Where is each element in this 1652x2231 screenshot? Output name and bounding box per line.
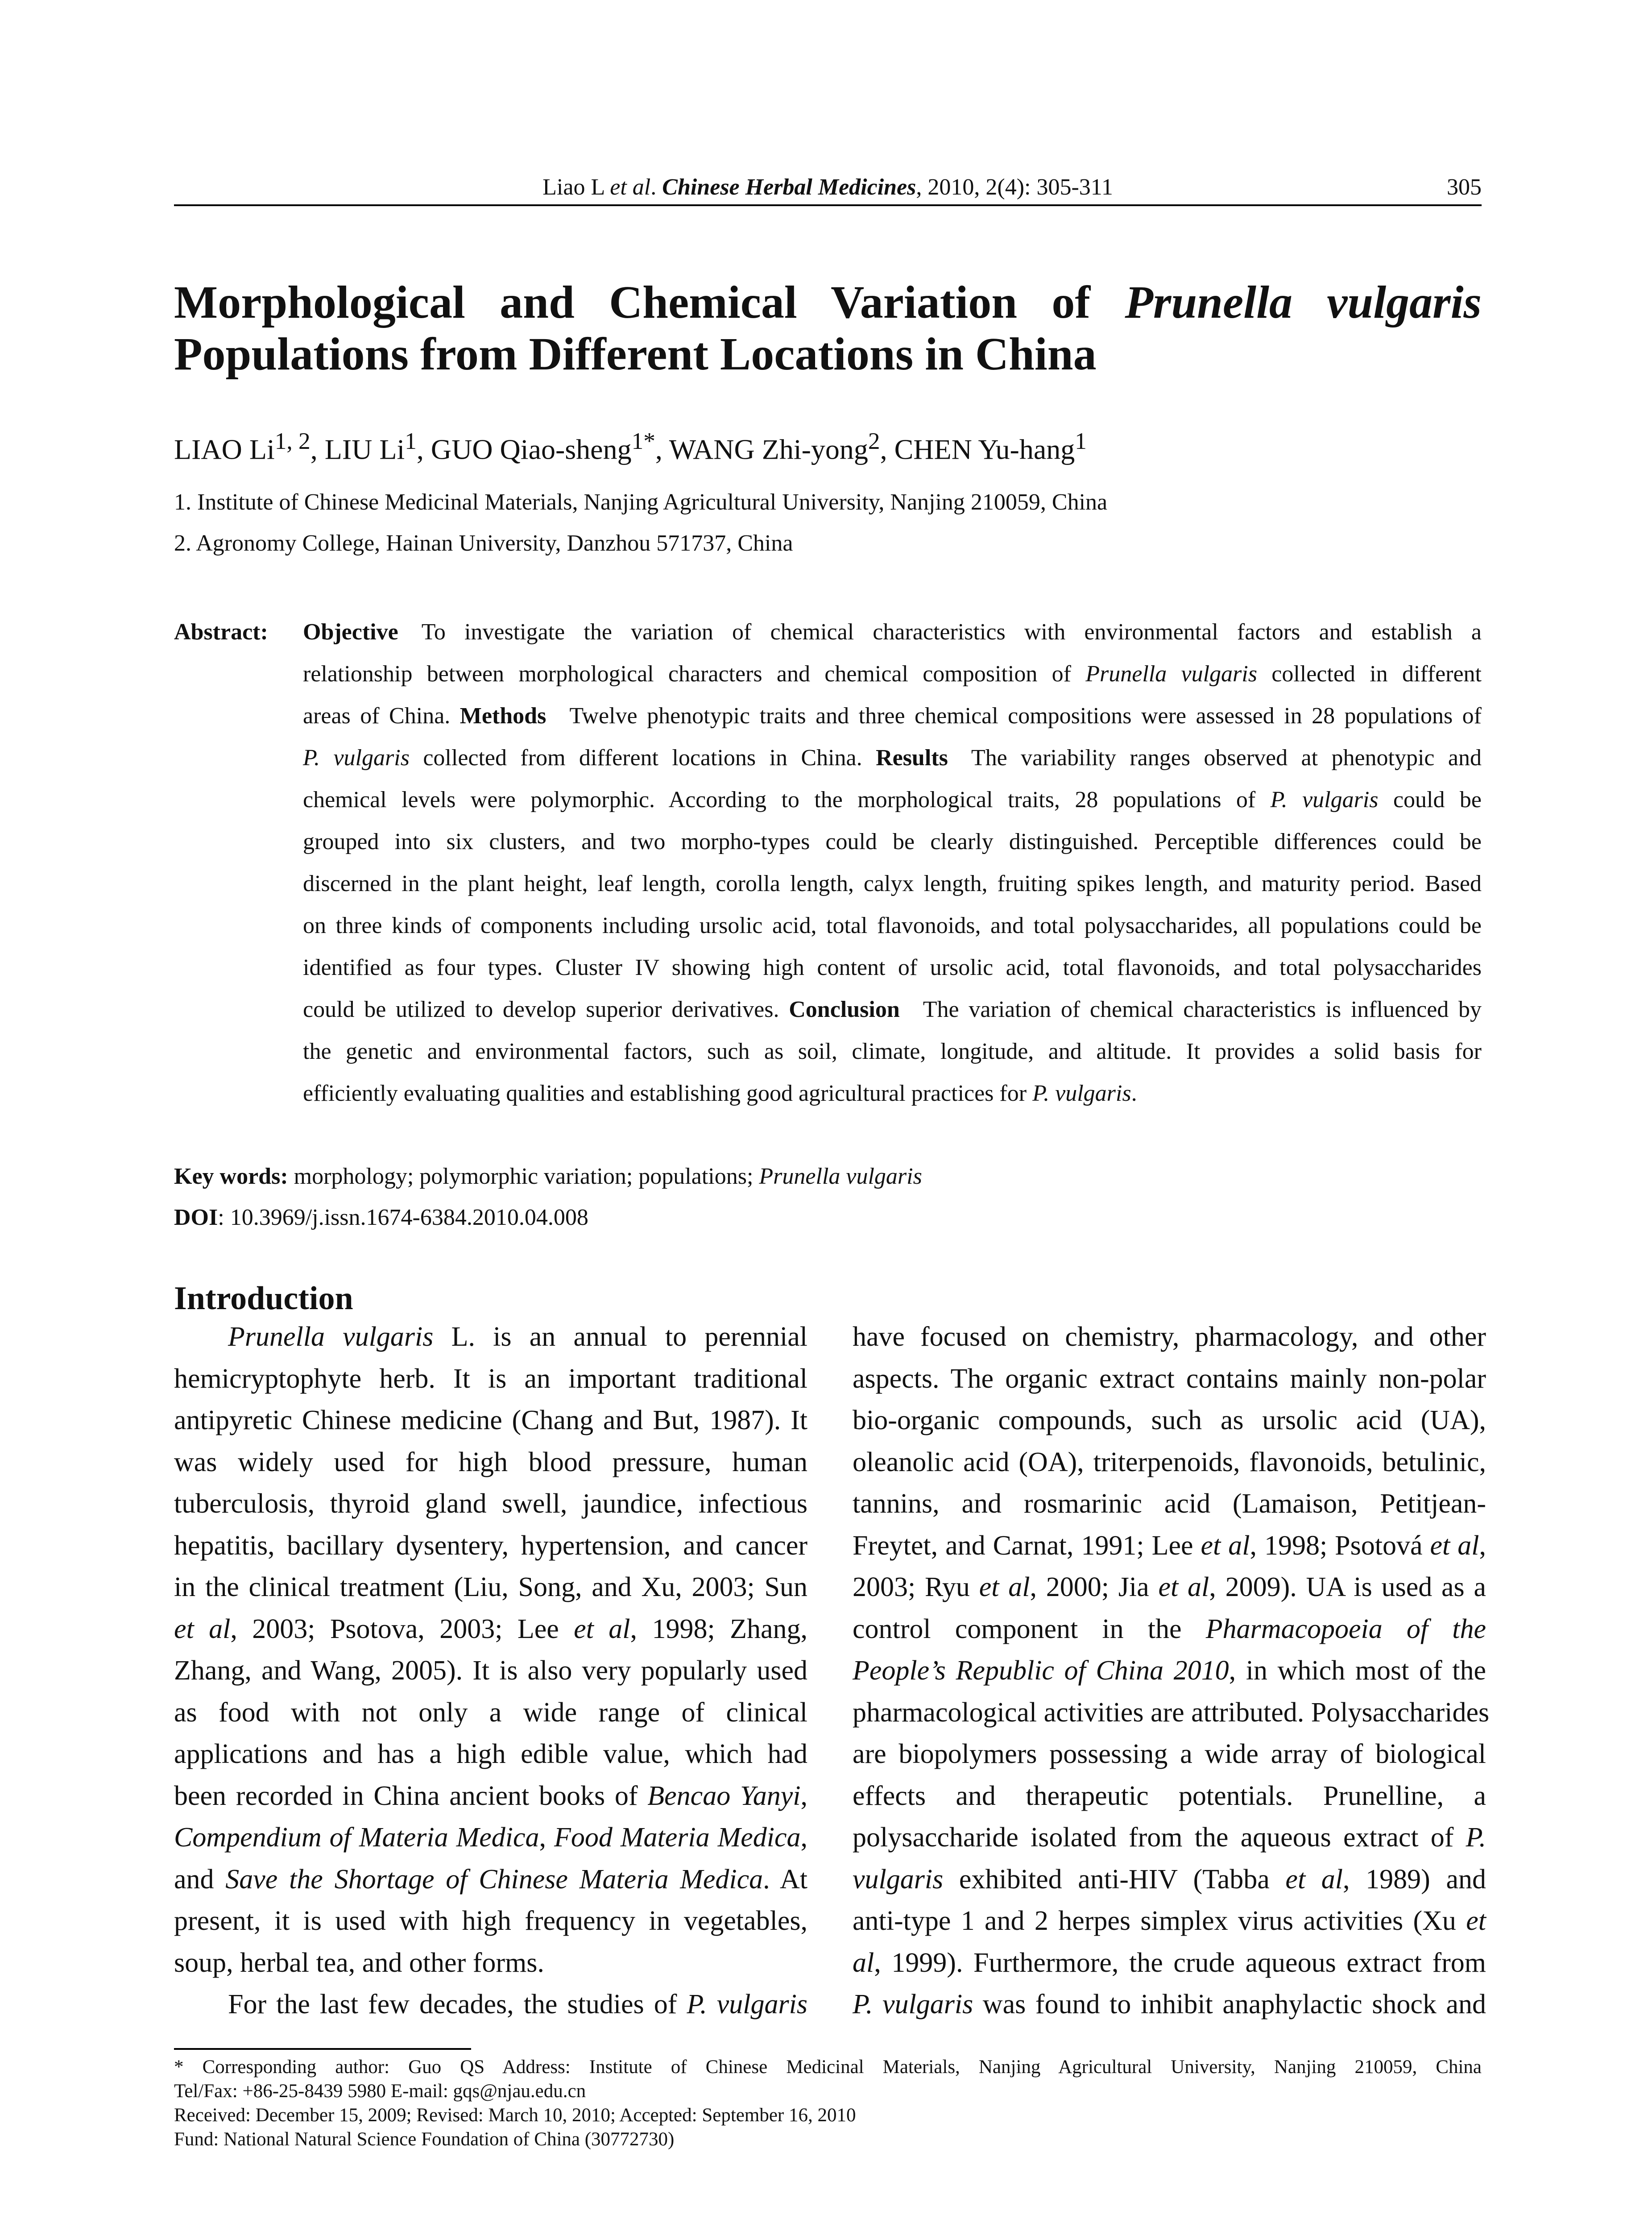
objective-label: Objective — [303, 619, 398, 645]
methods-label: Methods — [460, 703, 547, 729]
intro-column-right: have focused on chemistry, pharmacology, and other aspects. The organic extract contains mainly non-polar bio-organic compounds, such as ursolic acid (UA), oleanolic acid (OA), triterpenoids, flavonoids, betulinic, tannins, and rosmarinic acid (Lamaison, Petitjean- Freytet, and Carnat, 1991; Lee et al, 1998; Psotová et al, 2003; Ryu et al, 2000; Jia et al, 2009). UA is used as a control component in the Pharmacopoeia of the People’s Republic of China 2010, in which most of the pharmacological activities are attributed. Polysaccharides are biopolymers possessing a wide array of biological effects and therapeutic potentials. Prunelline, a polysaccharide isolated from the aqueous extract of P. vulgaris exhibited anti-HIV (Tabba et al, 1989) and anti-type 1 and 2 herpes simplex virus activities (Xu et al, 1999). Furthermore, the crude aqueous extract from P. vulgaris was found to inhibit anaphylactic shock and — [853, 1322, 1490, 2020]
page-number: 305 — [1447, 174, 1482, 200]
abstract-label: Abstract: — [174, 619, 268, 645]
title-line-1: Morphological and Chemical Variation of Prunella vulgaris — [174, 277, 1482, 328]
results-label: Results — [876, 745, 948, 771]
funding: Fund: National Natural Science Foundation of China (30772730) — [174, 2129, 675, 2150]
footnote-rule — [174, 2048, 471, 2050]
author: LIAO Li — [174, 433, 275, 465]
contact-info: Tel/Fax: +86-25-8439 5980 E-mail: gqs@njau.edu.cn — [174, 2081, 586, 2102]
corresponding-author: * Corresponding author: Guo QS Address: Institute of Chinese Medicinal Materials, Nanjing Agricultural University, Nanjing 210059, China — [174, 2057, 1482, 2078]
intro-column-left: Prunella vulgaris L. is an annual to perennial hemicryptophyte herb. It is an important traditional antipyretic Chinese medicine (Chang and But, 1987). It was widely used for high blood pressure, human tuberculosis, thyroid gland swell, jaundice, infectious hepatitis, bacillary dysentery, hypertension, and cancer in the clinical treatment (Liu, Song, and Xu, 2003; Sun et al, 2003; Psotova, 2003; Lee et al, 1998; Zhang, Zhang, and Wang, 2005). It is also very popularly used as food with not only a wide range of clinical applications and has a high edible value, which had been recorded in China ancient books of Bencao Yanyi, Compendium of Materia Medica, Food Materia Medica, and Save the Shortage of Chinese Materia Medica. At present, it is used with high frequency in vegetables, soup, herbal tea, and other forms. For the last few decades, the studies of P. vulgaris — [174, 1322, 808, 2020]
abstract-body: Objective To investigate the variation of chemical characteristics with environmental factors and establish a relationship between morphological characters and chemical composition of Prunella vulgaris collected in different areas of China. Methods Twelve phenotypic traits and three chemical compositions were assessed in 28 populations of P. vulgaris collected from different locations in China. Results The variability ranges observed at phenotypic and chemical levels were polymorphic. According to the morphological traits, 28 populations of P. vulgaris could be grouped into six clusters, and two morpho-types could be clearly distinguished. Perceptible differences could be discerned in the plant height, leaf length, corolla length, calyx length, fruiting spikes length, and maturity period. Based on three kinds of components including ursolic acid, total flavonoids, and total polysaccharides, all populations could be identified as four types. Cluster IV showing high content of ursolic acid, total flavonoids, and total polysaccharides could be utilized to develop superior derivatives. Conclusion The variation of chemical characteristics is influenced by the genetic and environmental factors, such as soil, climate, longitude, and altitude. It provides a solid basis for efficiently evaluating qualities and establishing good agricultural practices for P. vulgaris. — [303, 619, 1482, 1106]
received-dates: Received: December 15, 2009; Revised: March 10, 2010; Accepted: September 16, 2010 — [174, 2105, 856, 2126]
affiliation-2: 2. Agronomy College, Hainan University, Danzhou 571737, China — [174, 531, 793, 556]
keywords: Key words: morphology; polymorphic variation; populations; Prunella vulgaris — [174, 1164, 922, 1189]
author: GUO Qiao-sheng — [431, 433, 632, 465]
author-list: LIAO Li$^{1, 2}$, LIU Li$^1$, GUO Qiao-sheng$^{1*}$, WANG Zhi-yong$^2$, CHEN Yu-hang$^1$ — [174, 427, 1087, 465]
article-title — [174, 277, 1482, 380]
author: LIU Li — [324, 433, 405, 465]
conclusion-label: Conclusion — [789, 997, 900, 1022]
author: CHEN Yu-hang — [894, 433, 1075, 465]
author: WANG Zhi-yong — [669, 433, 868, 465]
section-heading-introduction: Introduction — [174, 1280, 353, 1317]
doi: DOI: 10.3969/j.issn.1674-6384.2010.04.008 — [174, 1205, 588, 1230]
affiliation-1: 1. Institute of Chinese Medicinal Materials, Nanjing Agricultural University, Nanjing 210059, China — [174, 489, 1108, 515]
running-head: Liao L et al. Chinese Herbal Medicines, 2010, 2(4): 305-311 — [542, 174, 1113, 200]
footnotes — [174, 2055, 1482, 2152]
page-header — [174, 173, 1482, 206]
journal-name: Chinese Herbal Medicines — [662, 174, 916, 200]
title-line-2: Populations from Different Locations in China — [174, 328, 1097, 380]
